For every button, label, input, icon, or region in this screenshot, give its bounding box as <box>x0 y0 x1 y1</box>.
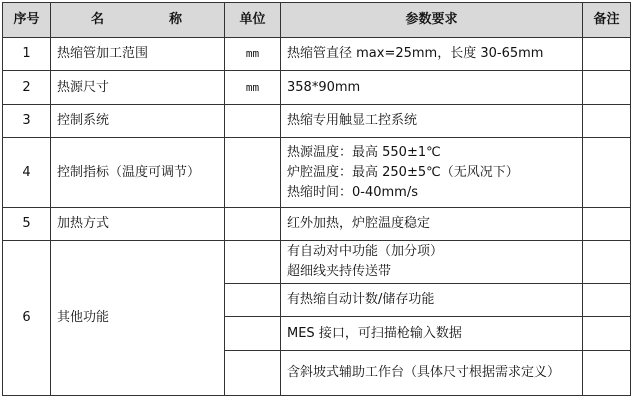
row-req: 热缩管直径 max=25mm，长度 30-65mm <box>281 38 583 71</box>
req-line: 热缩时间：0-40mm/s <box>287 184 418 200</box>
row-name: 热缩管加工范围 <box>51 38 225 71</box>
row-unit: mm <box>225 38 281 71</box>
row-unit <box>225 284 281 317</box>
table-row <box>3 241 631 284</box>
req-line: 热源温度：最高 550±1℃ <box>287 144 441 160</box>
row-unit <box>225 351 281 396</box>
row-note <box>583 71 631 105</box>
row-unit <box>225 105 281 138</box>
table-row <box>3 38 631 71</box>
row-no: 5 <box>3 208 51 241</box>
row-unit <box>225 138 281 208</box>
row-no: 2 <box>3 71 51 105</box>
row-req: 热缩专用触显工控系统 <box>281 105 583 138</box>
row-no: 1 <box>3 38 51 71</box>
row-no: 6 <box>3 241 51 396</box>
row-note <box>583 38 631 71</box>
row-req <box>281 138 583 208</box>
row-note <box>583 284 631 317</box>
row-unit <box>225 241 281 284</box>
row-unit: mm <box>225 71 281 105</box>
spec-table <box>2 2 631 396</box>
header-unit: 单位 <box>225 3 281 38</box>
header-name: 名 称 <box>51 3 225 38</box>
table-row <box>3 138 631 208</box>
header-no: 序号 <box>3 3 51 38</box>
table-row <box>3 71 631 105</box>
row-req: MES 接口，可扫描枪输入数据 <box>281 317 583 351</box>
row-name: 控制指标（温度可调节） <box>51 138 225 208</box>
row-unit <box>225 208 281 241</box>
row-name: 其他功能 <box>51 241 225 396</box>
row-note <box>583 351 631 396</box>
header-req: 参数要求 <box>281 3 583 38</box>
row-note <box>583 208 631 241</box>
row-note <box>583 138 631 208</box>
row-note <box>583 317 631 351</box>
row-name: 控制系统 <box>51 105 225 138</box>
header-row <box>3 3 631 38</box>
row-req: 红外加热，炉腔温度稳定 <box>281 208 583 241</box>
req-line: 超细线夹持传送带 <box>287 264 392 279</box>
header-note: 备注 <box>583 3 631 38</box>
row-req: 含斜坡式辅助工作台（具体尺寸根据需求定义） <box>281 351 583 396</box>
req-line: 有自动对中功能（加分项） <box>287 244 444 259</box>
row-req: 358*90mm <box>281 71 583 105</box>
row-note <box>583 105 631 138</box>
req-line: 炉腔温度：最高 250±5℃（无风况下） <box>287 164 519 180</box>
row-no: 3 <box>3 105 51 138</box>
table-row <box>3 208 631 241</box>
row-no: 4 <box>3 138 51 208</box>
table-row <box>3 105 631 138</box>
row-note <box>583 241 631 284</box>
row-unit <box>225 317 281 351</box>
row-name: 热源尺寸 <box>51 71 225 105</box>
row-req <box>281 241 583 284</box>
row-req: 有热缩自动计数/储存功能 <box>281 284 583 317</box>
row-name: 加热方式 <box>51 208 225 241</box>
